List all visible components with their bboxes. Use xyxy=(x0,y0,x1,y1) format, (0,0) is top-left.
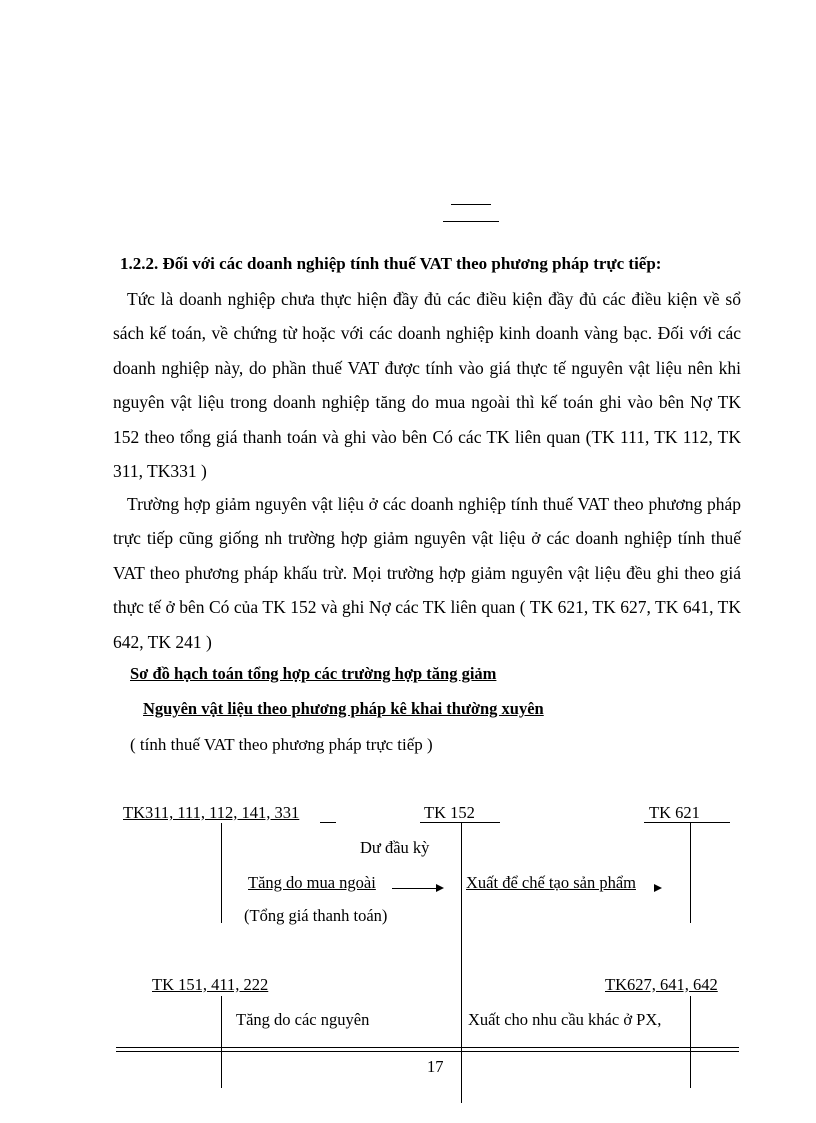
diagram-title-1-text: Sơ đồ hạch toán tổng hợp các trường hợp tăng giảm xyxy=(130,664,497,683)
left-bottom-account-axis xyxy=(221,996,222,1088)
paragraph-1: Tức là doanh nghiệp chưa thực hiện đầy đủ các điều kiện đầy đủ các điều kiện về sổ sách kế toán, về chứng từ hoặc với các doanh nghiệp kinh doanh vàng bạc. Đối với các doanh nghiệp này, do phần thuế VAT được tính vào giá thực tế nguyên vật liệu nên khi nguyên vật liệu trong doanh nghiệp tăng do mua ngoài thì kế toán ghi vào bên Nợ TK 152 theo tổng giá thanh toán và ghi vào bên Có các TK liên quan (TK 111, TK 112, TK 311, TK331 ) xyxy=(113,289,741,482)
entry-purchase-arrow-line xyxy=(392,888,437,889)
account-left-bottom: TK 151, 411, 222 xyxy=(152,975,269,994)
entry-other-increase: Tăng do các nguyên xyxy=(236,1010,370,1029)
account-left-top-rule-ext xyxy=(320,822,336,823)
right-top-account-axis xyxy=(690,823,691,923)
account-right-top-rule xyxy=(644,822,730,823)
top-rule-long xyxy=(443,221,499,222)
page-number: 17 xyxy=(427,1057,444,1076)
account-right-top: TK 621 xyxy=(649,803,700,822)
footer-rule-bottom xyxy=(116,1051,739,1052)
account-center: TK 152 xyxy=(424,803,475,822)
diagram-title-2-text: Nguyên vật liệu theo phương pháp kê khai thường xuyên xyxy=(143,699,544,718)
opening-balance: Dư đầu kỳ xyxy=(360,838,430,857)
entry-purchase-note: (Tổng giá thanh toán) xyxy=(244,906,388,925)
arrow-right-icon xyxy=(436,884,444,892)
left-top-account-axis xyxy=(221,823,222,923)
account-right-bottom: TK627, 641, 642 xyxy=(605,975,718,994)
account-left-top: TK311, 111, 112, 141, 331 xyxy=(123,803,300,822)
arrow-right-icon xyxy=(654,884,662,892)
entry-other-use: Xuất cho nhu cầu khác ở PX, xyxy=(468,1010,662,1029)
section-heading: 1.2.2. Đối với các doanh nghiệp tính thuế VAT theo phương pháp trực tiếp: xyxy=(120,254,662,273)
diagram-note: ( tính thuế VAT theo phương pháp trực tiếp ) xyxy=(130,735,433,754)
diagram-title-1 xyxy=(115,664,496,684)
center-account-axis xyxy=(461,823,462,1103)
diagram-title-2 xyxy=(115,699,544,719)
right-bottom-account-axis xyxy=(690,996,691,1088)
entry-purchase: Tăng do mua ngoài xyxy=(248,873,376,892)
top-rule-short xyxy=(451,204,491,205)
entry-production: Xuất để chế tạo sản phẩm xyxy=(466,873,636,892)
account-center-rule xyxy=(420,822,500,823)
paragraph-2: Trường hợp giảm nguyên vật liệu ở các doanh nghiệp tính thuế VAT theo phương pháp trực tiếp cũng giống nh trường hợp giảm nguyên vật liệu ở các doanh nghiệp tính thuế VAT theo phương pháp khấu trừ. Mọi trường hợp giảm nguyên vật liệu đều ghi theo giá thực tế ở bên Có của TK 152 và ghi Nợ các TK liên quan ( TK 621, TK 627, TK 641, TK 642, TK 241 ) xyxy=(113,494,741,652)
footer-rule-top xyxy=(116,1047,739,1048)
